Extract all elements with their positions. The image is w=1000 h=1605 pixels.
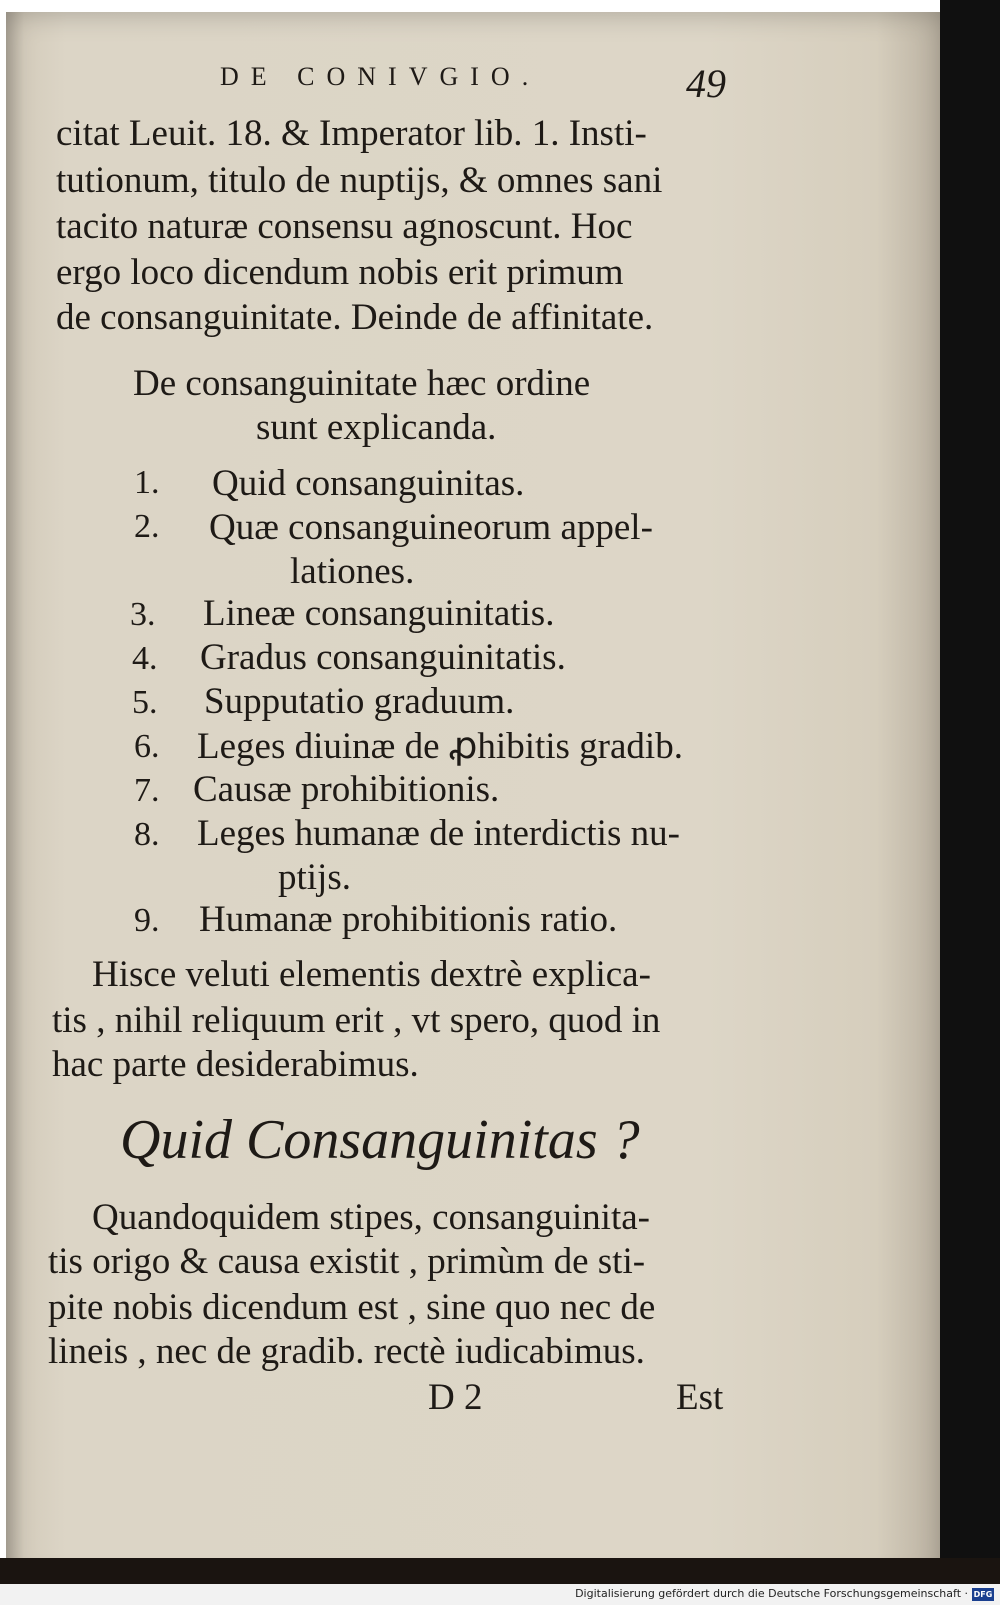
text-line: hac parte desiderabimus. [52,1044,419,1085]
page-edge-shadow [940,0,1000,1585]
list-number: 7. [134,772,160,809]
list-item-continuation: ptijs. [278,857,351,898]
list-item: Gradus consanguinitatis. [200,637,566,678]
text-line: lineis , nec de gradib. rectè iudicabimus. [48,1331,645,1372]
list-heading-line: sunt explicanda. [256,407,497,448]
text-line: tis , nihil reliquum erit , vt spero, quod in [52,1000,661,1041]
text-line: tacito naturæ consensu agnoscunt. Hoc [56,206,633,247]
list-item: Humanæ prohibitionis ratio. [199,899,618,940]
text-line: Quandoquidem stipes, consanguinita- [92,1197,650,1238]
list-number: 4. [132,640,158,677]
bottom-edge [0,1558,1000,1584]
text-line: de consanguinitate. Deinde de affinitate. [56,297,654,338]
list-item: Quid consanguinitas. [212,463,525,504]
running-head: DE CONIVGIO. [220,62,541,91]
text-line: tis origo & causa existit , primùm de sti- [48,1241,646,1282]
list-item: Leges diuinæ de ꝓhibitis gradib. [197,726,683,767]
list-number: 2. [134,508,160,545]
text-line: pite nobis dicendum est , sine quo nec de [48,1287,656,1328]
list-number: 8. [134,816,160,853]
list-item: Lineæ consanguinitatis. [203,593,555,634]
list-number: 9. [134,902,160,939]
page-number: 49 [686,61,726,106]
text-line: ergo loco dicendum nobis erit primum [56,252,624,293]
list-heading-line: De consanguinitate hæc ordine [133,363,591,404]
list-item: Leges humanæ de interdictis nu- [197,813,680,854]
catchword: Est [676,1377,724,1418]
dfg-logo: DFG [973,1590,993,1599]
list-number: 5. [132,684,158,721]
list-number: 1. [134,464,160,501]
list-item: Causæ prohibitionis. [193,769,500,810]
list-item: Quæ consanguineorum appel- [209,507,653,548]
text-line: tutionum, titulo de nuptijs, & omnes sani [56,160,663,201]
list-item: Supputatio graduum. [204,681,515,722]
list-number: 3. [130,596,156,633]
text-line: citat Leuit. 18. & Imperator lib. 1. Insti- [56,113,647,154]
text-line: Hisce veluti elementis dextrè explica- [92,954,651,995]
signature-mark: D 2 [428,1377,483,1418]
footer-credit: Digitalisierung gefördert durch die Deutsche Forschungsgemeinschaft · [575,1587,968,1600]
list-item-continuation: lationes. [290,551,415,592]
section-heading: Quid Consanguinitas ? [120,1109,640,1171]
list-number: 6. [134,728,160,765]
